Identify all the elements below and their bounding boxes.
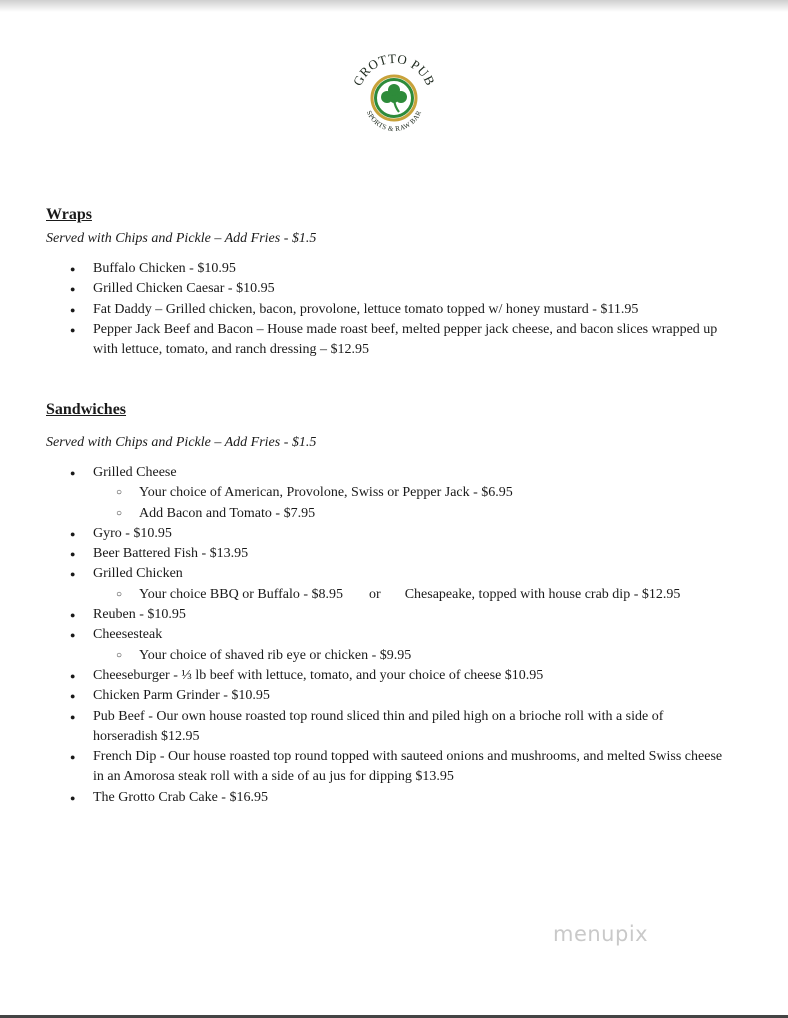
menu-item-reuben: ● Reuben - $10.95 bbox=[0, 605, 723, 625]
menu-item-grilled-chicken: ● Grilled Chicken bbox=[0, 564, 723, 584]
menupix-watermark: menupix bbox=[553, 922, 649, 946]
logo-bottom-text: SPORTS & RAW BAR bbox=[364, 109, 424, 134]
sandwiches-list bbox=[0, 463, 788, 808]
option-separator-or: or bbox=[369, 586, 381, 602]
menu-item-pub-beef: ● Pub Beef - Our own house roasted top round sliced thin and piled high on a brioche roll with a side of horseradish $12.95 bbox=[0, 707, 723, 748]
menu-item-grotto-crab-cake: ● The Grotto Crab Cake - $16.95 bbox=[0, 788, 723, 808]
top-edge-shadow bbox=[0, 0, 788, 12]
menu-item-grilled-cheese: ● Grilled Cheese bbox=[0, 463, 723, 483]
menu-item-gyro: ● Gyro - $10.95 bbox=[0, 524, 723, 544]
wraps-heading: Wraps bbox=[46, 206, 92, 223]
option-cheesesteak-choice: ○ Your choice of shaved rib eye or chicken - $9.95 bbox=[0, 646, 779, 666]
menu-item-grilled-chicken-caesar-wrap: ● Grilled Chicken Caesar - $10.95 bbox=[0, 279, 723, 299]
wraps-subtitle: Served with Chips and Pickle – Add Fries - $1.5 bbox=[46, 231, 317, 246]
menu-item-fat-daddy-wrap: ● Fat Daddy – Grilled chicken, bacon, provolone, lettuce tomato topped w/ honey mustard - $11.95 bbox=[0, 300, 723, 320]
option-chesapeake: Chesapeake, topped with house crab dip - $12.95 bbox=[404, 586, 681, 602]
menu-item-chicken-parm-grinder: ● Chicken Parm Grinder - $10.95 bbox=[0, 686, 723, 706]
menu-item-cheeseburger: ● Cheeseburger - ⅓ lb beef with lettuce, tomato, and your choice of cheese $10.95 bbox=[0, 666, 723, 686]
menu-item-beer-battered-fish: ● Beer Battered Fish - $13.95 bbox=[0, 544, 723, 564]
option-grilled-cheese-choice: ○ Your choice of American, Provolone, Swiss or Pepper Jack - $6.95 bbox=[0, 483, 779, 503]
menu-item-french-dip: ● French Dip - Our house roasted top round topped with sauteed onions and mushrooms, and melted Swiss cheese in an Amorosa steak roll with a side of au jus for dipping $13.95 bbox=[0, 747, 723, 788]
sandwiches-subtitle: Served with Chips and Pickle – Add Fries - $1.5 bbox=[46, 435, 317, 450]
menu-item-buffalo-chicken-wrap: ● Buffalo Chicken - $10.95 bbox=[0, 259, 723, 279]
logo-top-text: GROTTO PUB bbox=[349, 52, 439, 89]
menu-item-pepper-jack-beef-wrap: ● Pepper Jack Beef and Bacon – House made roast beef, melted pepper jack cheese, and bacon slices wrapped up with lettuce, tomato, and ranch dressing – $12.95 bbox=[0, 320, 723, 361]
menu-item-cheesesteak: ● Cheesesteak bbox=[0, 625, 723, 645]
wraps-list bbox=[0, 259, 788, 360]
option-add-bacon-tomato: ○ Add Bacon and Tomato - $7.95 bbox=[0, 504, 779, 524]
grotto-pub-logo bbox=[348, 52, 440, 144]
option-bbq-buffalo: Your choice BBQ or Buffalo - $8.95 bbox=[139, 586, 344, 602]
option-grilled-chicken-choice bbox=[0, 585, 779, 605]
sandwiches-heading: Sandwiches bbox=[46, 401, 127, 418]
